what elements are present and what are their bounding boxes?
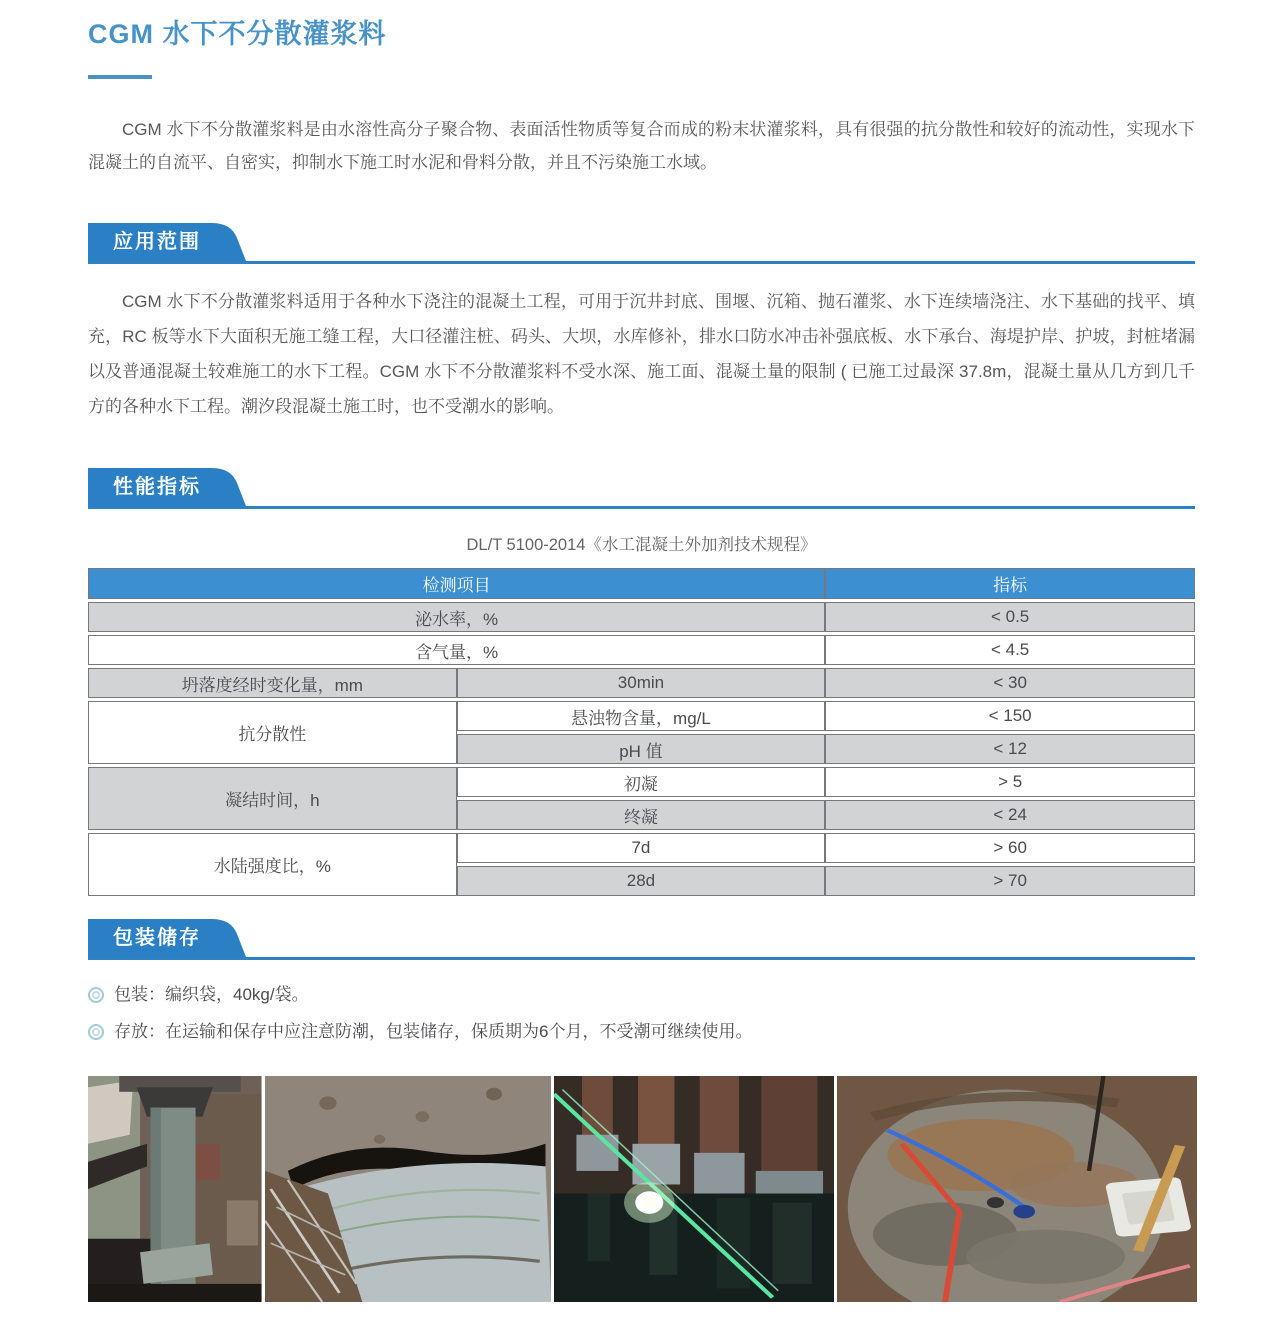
photo-pier-base-crack-image — [265, 1076, 551, 1302]
cell-sub: 悬浊物含量，mg/L — [457, 701, 826, 731]
section-header-packaging — [88, 919, 1195, 960]
cell-item: 坍落度经时变化量，mm — [88, 668, 457, 698]
photo-pier-base-crack — [265, 1076, 551, 1302]
cell-value: < 4.5 — [825, 635, 1195, 665]
cell-item: 凝结时间，h — [88, 767, 457, 830]
photo-pier-column — [88, 1076, 262, 1302]
photo-underwater-piers-laser-image — [554, 1076, 834, 1302]
section-badge-label: 包装储存 — [113, 927, 201, 949]
table-row — [88, 767, 1195, 797]
cell-value: < 12 — [825, 734, 1195, 764]
storage-bullet — [88, 1013, 1195, 1050]
section-badge — [88, 468, 248, 506]
table-row — [88, 833, 1195, 863]
section-badge-label: 应用范围 — [113, 231, 201, 253]
cell-value: < 30 — [825, 668, 1195, 698]
intro-paragraph: CGM 水下不分散灌浆料是由水溶性高分子聚合物、表面活性物质等复合而成的粉末状灌浆料，具有很强的抗分散性和较好的流动性，实现水下混凝土的自流平、自密实，抑制水下施工时水泥和骨料分散，并且不污染施工水域。 — [88, 120, 1195, 172]
cell-item: 含气量，% — [88, 635, 825, 665]
cell-value: > 5 — [825, 767, 1195, 797]
photo-strip — [88, 1076, 1197, 1302]
cell-sub: 30min — [457, 668, 826, 698]
cell-value: > 60 — [825, 833, 1195, 863]
cell-sub: 7d — [457, 833, 826, 863]
packaging-list — [88, 976, 1195, 1050]
spec-table — [88, 565, 1195, 899]
application-paragraph: CGM 水下不分散灌浆料适用于各种水下浇注的混凝土工程，可用于沉井封底、围堰、沉箱、抛石灌浆、水下连续墙浇注、水下基础的找平、填充，RC 板等水下大面积无施工缝工程，大口径灌注桩、码头、大坝，水库修补，排水口防水冲击补强底板、水下承台、海堤护岸、护坡，封桩堵漏以及普通混凝土较难施工的水下工程。CGM 水下不分散灌浆料不受水深、施工面、混凝土量的限制 ( 已施工过最深 37.8m，混凝土量从几方到几千方的各种水下工程。潮汐段混凝土施工时，也不受潮水的影响。 — [88, 292, 1195, 416]
header-cell-item: 检测项目 — [88, 568, 825, 599]
photo-cofferdam-pit — [837, 1076, 1197, 1302]
page-title: CGM 水下不分散灌浆料 — [88, 19, 387, 49]
section-badge-label: 性能指标 — [113, 476, 201, 498]
table-row — [88, 701, 1195, 731]
cell-value: < 24 — [825, 800, 1195, 830]
photo-pier-column-image — [88, 1076, 262, 1302]
cell-value: > 70 — [825, 866, 1195, 896]
section-badge — [88, 919, 248, 957]
section-header-performance — [88, 468, 1195, 509]
photo-cofferdam-pit-image — [837, 1076, 1197, 1302]
section-badge — [88, 223, 248, 261]
bullet-text: 包装：编织袋，40kg/袋。 — [114, 985, 309, 1004]
document-page — [88, 0, 1195, 1302]
ring-bullet-icon — [88, 1024, 104, 1040]
bullet-text: 存放：在运输和保存中应注意防潮，包装储存，保质期为6个月，不受潮可继续使用。 — [114, 1022, 753, 1041]
section-header-application — [88, 223, 1195, 264]
photo-underwater-piers-laser — [554, 1076, 834, 1302]
packaging-bullet — [88, 976, 1195, 1013]
title-underline — [88, 75, 152, 79]
cell-item: 抗分散性 — [88, 701, 457, 764]
cell-sub: pH 值 — [457, 734, 826, 764]
table-row — [88, 668, 1195, 698]
cell-value: < 150 — [825, 701, 1195, 731]
cell-item: 泌水率，% — [88, 602, 825, 632]
cell-item: 水陆强度比，% — [88, 833, 457, 896]
standard-caption: DL/T 5100-2014《水工混凝土外加剂技术规程》 — [466, 536, 817, 554]
spec-table-header-row — [88, 568, 1195, 599]
table-row — [88, 602, 1195, 632]
cell-sub: 初凝 — [457, 767, 826, 797]
header-cell-value: 指标 — [825, 568, 1195, 599]
cell-sub: 终凝 — [457, 800, 826, 830]
table-row — [88, 635, 1195, 665]
cell-value: < 0.5 — [825, 602, 1195, 632]
cell-sub: 28d — [457, 866, 826, 896]
ring-bullet-icon — [88, 987, 104, 1003]
